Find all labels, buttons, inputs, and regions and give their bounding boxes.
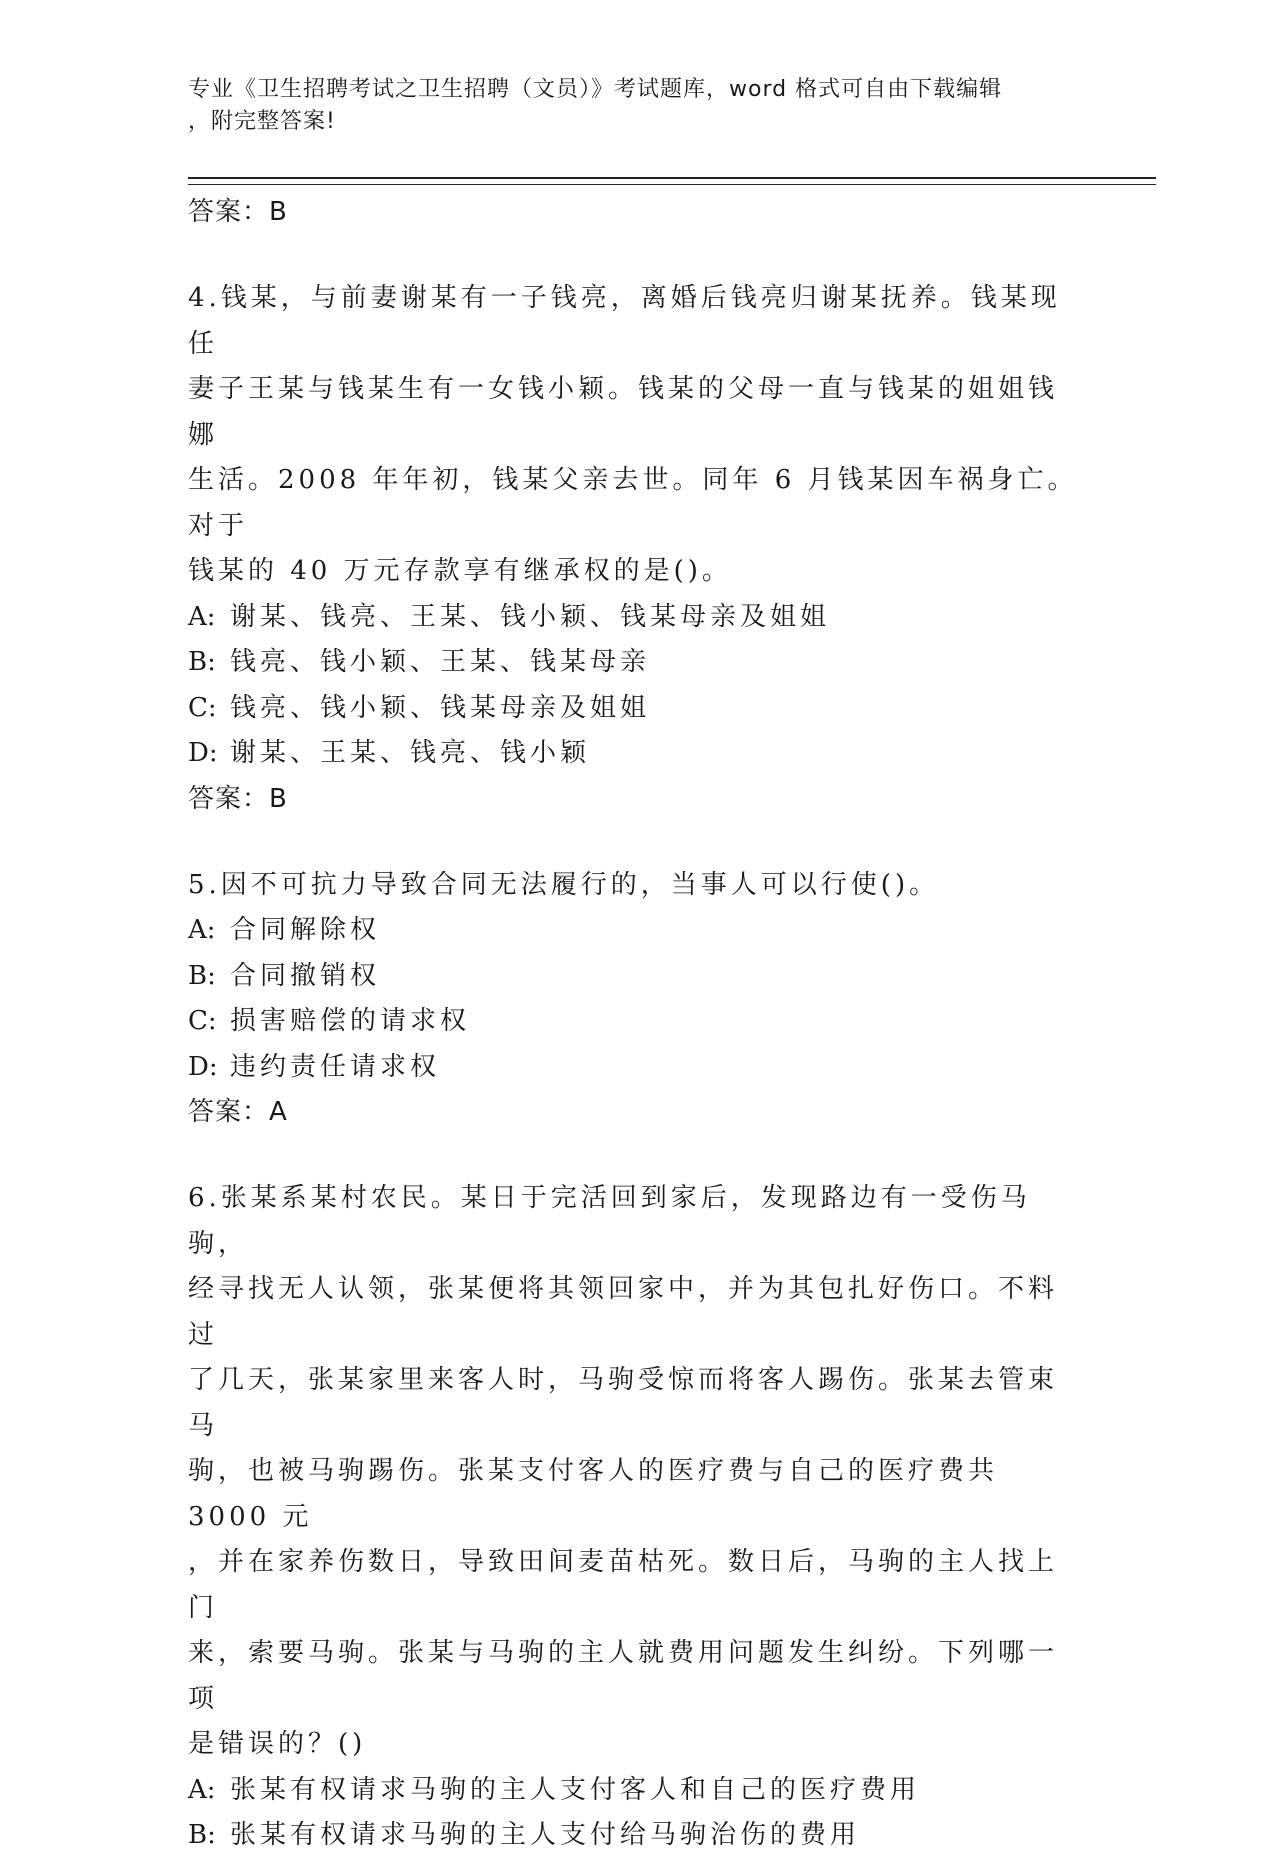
stem-line: 生活。2008 年年初，钱某父亲去世。同年 6 月钱某因车祸身亡。对于: [188, 465, 1078, 541]
stem-line: 4.钱某，与前妻谢某有一子钱亮，离婚后钱亮归谢某抚养。钱某现任: [188, 283, 1061, 359]
stem-line: 5.因不可抗力导致合同无法履行的，当事人可以行使()。: [188, 869, 940, 900]
question-stem: [188, 276, 1078, 595]
option-a: [188, 908, 1078, 954]
question-stem: [188, 863, 1078, 909]
answer-line: 答案：B: [188, 197, 288, 227]
stem-line: 钱某的 40 万元存款享有继承权的是()。: [188, 556, 732, 586]
option-letter: C:: [188, 692, 217, 723]
stem-line: 来，索要马驹。张某与马驹的主人就费用问题发生纠纷。下列哪一项: [188, 1638, 1059, 1714]
stem-line: ，并在家养伤数日，导致田间麦苗枯死。数日后，马驹的主人找上门: [188, 1547, 1059, 1623]
option-letter: C:: [188, 1006, 217, 1036]
option-d: [188, 1045, 1078, 1091]
option-b: [188, 640, 1078, 686]
stem-line: 是错误的？(): [188, 1729, 367, 1759]
answer-line: 答案：B: [188, 783, 288, 814]
option-text: 张某有权请求马驹的主人支付客人和自己的医疗费用: [230, 1774, 921, 1805]
page-header: [188, 74, 1088, 138]
stem-line: 驹，也被马驹踢伤。张某支付客人的医疗费与自己的医疗费共 3000 元: [188, 1456, 999, 1532]
option-d: [188, 731, 1078, 777]
stem-line: 妻子王某与钱某生有一女钱小颖。钱某的父母一直与钱某的姐姐钱娜: [188, 374, 1059, 450]
option-c: [188, 999, 1078, 1045]
header-line-2: ，附完整答案!: [188, 109, 336, 134]
option-b: [188, 1813, 1078, 1859]
header-line-1: 专业《卫生招聘考试之卫生招聘（文员）》考试题库，word 格式可自由下载编辑: [188, 77, 1003, 102]
option-text: 钱亮、钱小颖、钱某母亲及姐姐: [230, 692, 651, 723]
option-text: 合同解除权: [230, 915, 381, 945]
option-text: 张某有权请求马驹的主人支付给马驹治伤的费用: [230, 1820, 861, 1850]
option-a: [188, 595, 1078, 641]
stem-line: 6.张某系某村农民。某日于完活回到家后，发现路边有一受伤马驹，: [188, 1183, 1031, 1259]
option-text: 谢某、王某、钱亮、钱小颖: [230, 738, 591, 768]
question-4: [188, 276, 1078, 821]
header-divider: [188, 177, 1156, 185]
option-text: 合同撤销权: [230, 960, 381, 991]
option-letter: A:: [188, 601, 216, 632]
option-c: [188, 686, 1078, 732]
option-b: [188, 954, 1078, 1000]
option-letter: B:: [188, 1820, 216, 1850]
answer-line: 答案：A: [188, 1097, 288, 1127]
option-letter: D:: [188, 1051, 218, 1082]
option-letter: B:: [188, 647, 216, 677]
question-5: [188, 863, 1078, 1135]
question-list: [188, 190, 1078, 1859]
stem-line: 经寻找无人认领，张某便将其领回家中，并为其包扎好伤口。不料过: [188, 1274, 1059, 1350]
option-text: 钱亮、钱小颖、王某、钱某母亲: [230, 647, 651, 677]
option-a: [188, 1768, 1078, 1814]
option-letter: D:: [188, 738, 218, 768]
option-letter: A:: [188, 915, 216, 945]
option-letter: B:: [188, 960, 216, 991]
question-6: [188, 1176, 1078, 1859]
question-stem: [188, 1176, 1078, 1768]
stem-line: 了几天，张某家里来客人时，马驹受惊而将客人踢伤。张某去管束马: [188, 1365, 1059, 1441]
option-text: 谢某、钱亮、王某、钱小颖、钱某母亲及姐姐: [230, 601, 831, 632]
option-letter: A:: [188, 1774, 216, 1805]
option-text: 违约责任请求权: [230, 1051, 441, 1082]
option-text: 损害赔偿的请求权: [230, 1006, 471, 1036]
